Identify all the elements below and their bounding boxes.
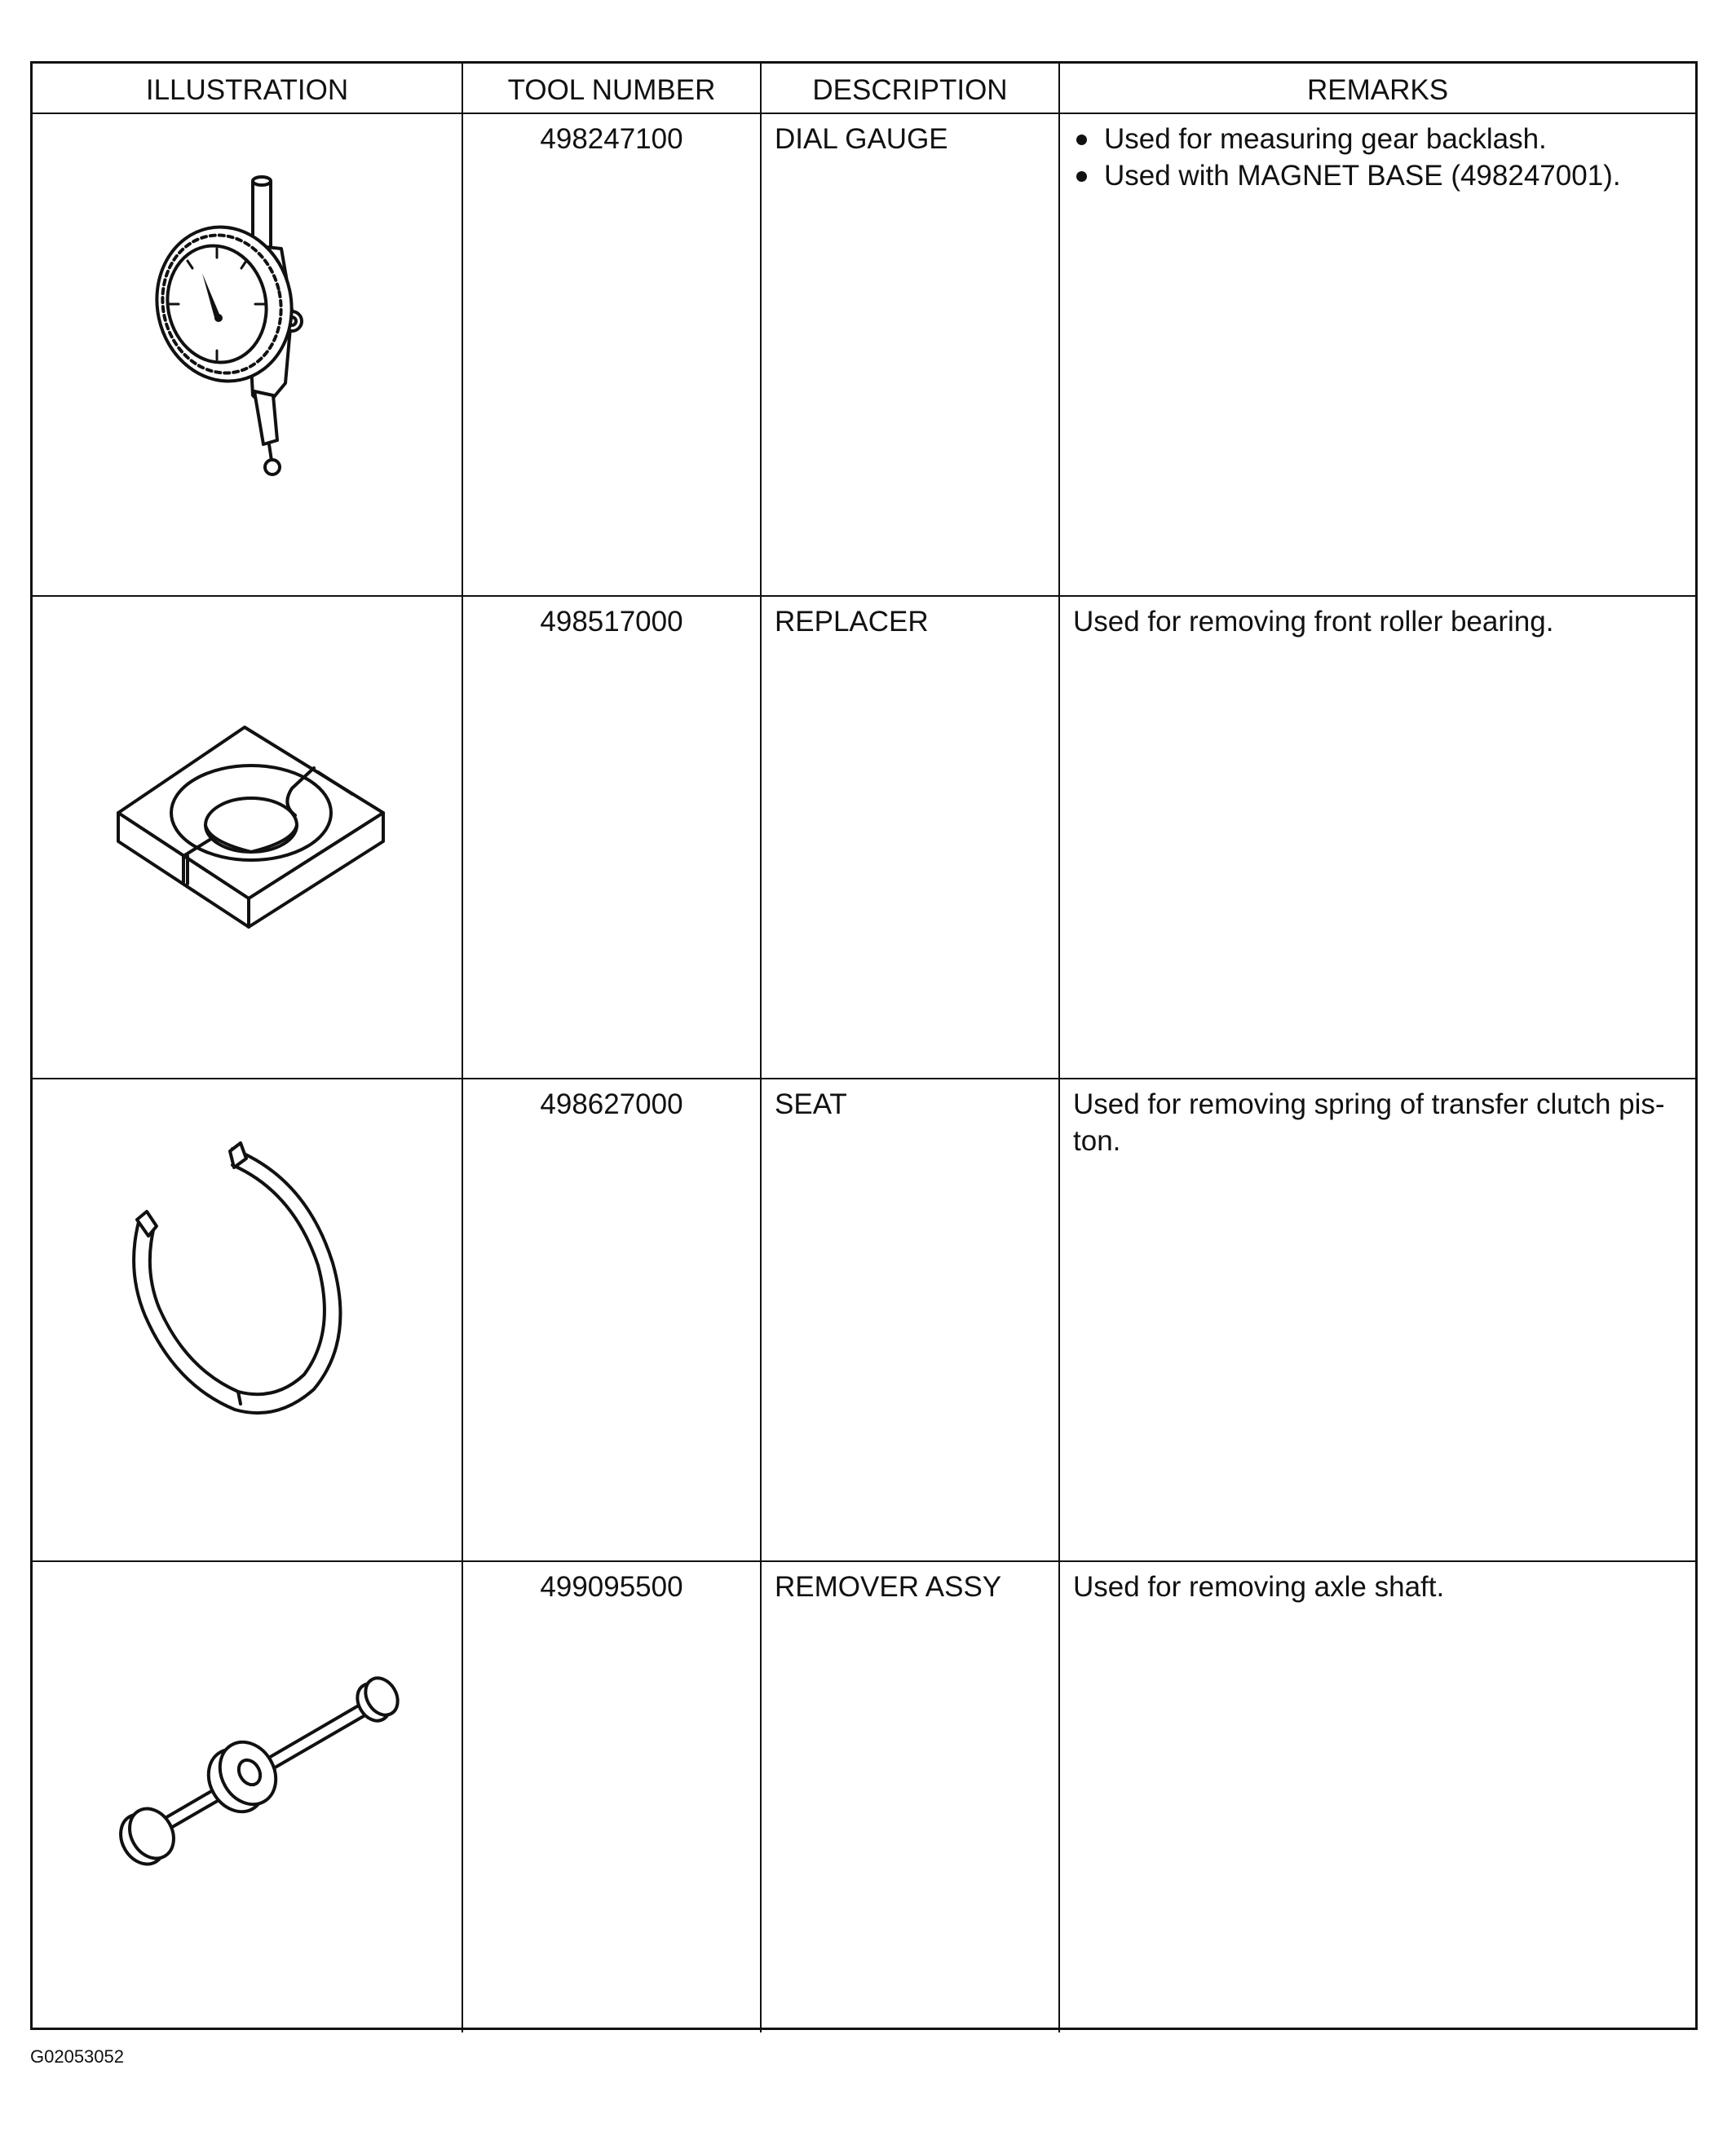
description-cell: REPLACER xyxy=(760,597,1058,1078)
illustration-cell xyxy=(33,597,462,1078)
tool-number-cell: 498627000 xyxy=(462,1079,760,1560)
remarks-cell: Used for removing spring of transfer clutch pis-ton. xyxy=(1058,1079,1695,1560)
header-illustration: ILLUSTRATION xyxy=(145,74,349,106)
header-remarks: REMARKS xyxy=(1058,64,1695,113)
table-row xyxy=(33,113,1695,595)
replacer-icon xyxy=(33,597,462,1079)
remark-item: Used for measuring gear backlash. xyxy=(1073,121,1687,157)
table-row xyxy=(33,595,1695,1078)
table-row xyxy=(33,1560,1695,2032)
tool-number-cell: 498247100 xyxy=(462,114,760,595)
illustration-cell xyxy=(33,1562,462,2032)
dial-gauge-icon xyxy=(33,114,462,597)
description-cell: SEAT xyxy=(760,1079,1058,1560)
remarks-cell: Used for removing front roller bearing. xyxy=(1058,597,1695,1078)
table-header-row xyxy=(33,64,1695,113)
table-row xyxy=(33,1078,1695,1560)
header-description: DESCRIPTION xyxy=(760,64,1058,113)
description-cell: REMOVER ASSY xyxy=(760,1562,1058,2032)
figure-id: G02053052 xyxy=(30,2046,124,2067)
tool-number-cell: 499095500 xyxy=(462,1562,760,2032)
header-tool-number: TOOL NUMBER xyxy=(462,64,760,113)
illustration-cell xyxy=(33,114,462,595)
special-tools-table xyxy=(30,61,1698,2030)
description-cell: DIAL GAUGE xyxy=(760,114,1058,595)
remover-assy-icon xyxy=(33,1562,462,2034)
remarks-cell xyxy=(1058,114,1695,595)
illustration-cell xyxy=(33,1079,462,1560)
remark-item: Used with MAGNET BASE (498247001). xyxy=(1073,157,1687,194)
remarks-cell: Used for removing axle shaft. xyxy=(1058,1562,1695,2032)
seat-ring-icon xyxy=(33,1079,462,1562)
tool-number-cell: 498517000 xyxy=(462,597,760,1078)
remarks-list xyxy=(1073,121,1687,194)
